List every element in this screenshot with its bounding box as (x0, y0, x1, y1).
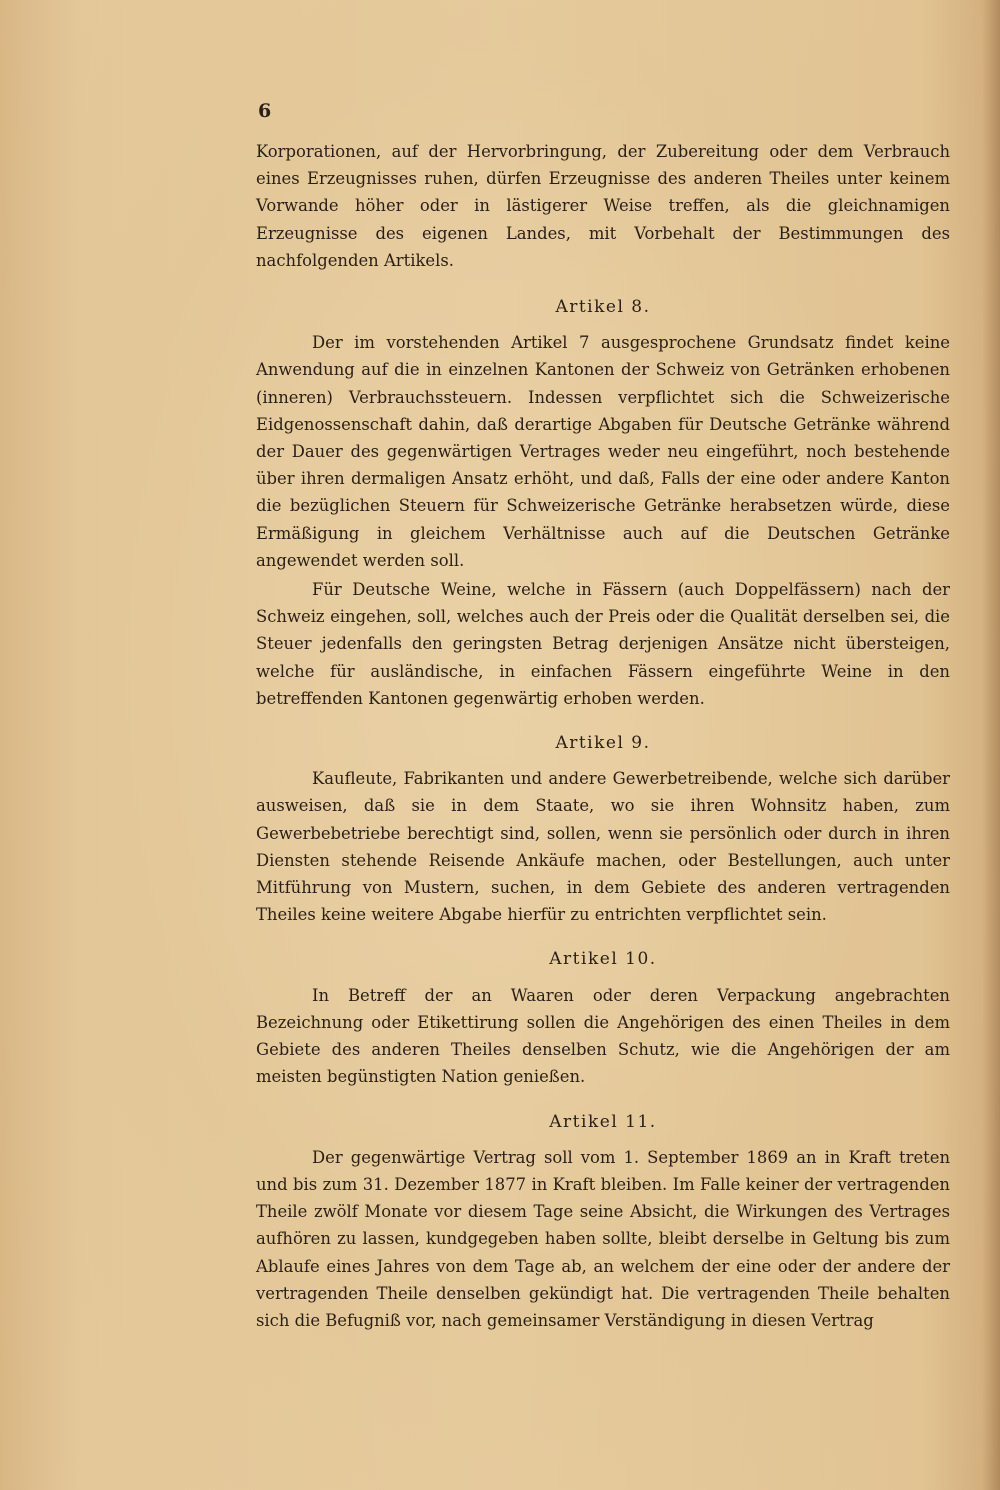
article-10-heading: Artikel 10. (549, 949, 657, 970)
article-11-section (256, 1109, 950, 1335)
article-10-section (256, 946, 950, 1090)
article-11-paragraph-1: Der gegenwärtige Vertrag soll vom 1. September 1869 an in Kraft treten und bis zum 31. Dezember 1877 in Kraft bleiben. Im Falle keiner der vertragenden Theile zwölf Monate vor diesem Tage seine Absicht, die Wirkungen des Vertrages aufhören zu lassen, kundgegeben haben sollte, bleibt derselbe in Geltung bis zum Ablaufe eines Jahres von dem Tage ab, an welchem der eine oder der andere der vertragenden Theile denselben gekündigt hat. Die vertragenden Theile behalten sich die Befugniß vor, nach gemeinsamer Verständigung in diesen Vertrag (256, 1147, 950, 1330)
page-number: 6 (258, 100, 272, 122)
article-9-paragraph-1: Kaufleute, Fabrikanten und andere Gewerbetreibende, welche sich darüber ausweisen, daß sie in dem Staate, wo sie ihren Wohnsitz haben, zum Gewerbebetriebe berechtigt sind, sollen, wenn sie persönlich oder durch in ihren Diensten stehende Reisende Ankäufe machen, oder Bestellungen, auch unter Mitführung von Mustern, suchen, in dem Gebiete des anderen vertragenden Theiles keine weitere Abgabe hierfür zu entrichten verpflichtet sein. (256, 769, 950, 925)
article-8-paragraph-1: Der im vorstehenden Artikel 7 ausgesprochene Grundsatz findet keine Anwendung auf die in einzelnen Kantonen der Schweiz von Getränken erhobenen (inneren) Verbrauchssteuern. Indessen verpflichtet sich die Schweizerische Eidgenossenschaft dahin, daß derartige Abgaben für Deutsche Getränke während der Dauer des gegenwärtigen Vertrages weder neu eingeführt, noch bestehende über ihren dermaligen Ansatz erhöht, und daß, Falls der eine oder andere Kanton die bezüglichen Steuern für Schweizerische Getränke herabsetzen würde, diese Ermäßigung in gleichem Verhältnisse auch auf die Deutschen Getränke angewendet werden soll. (256, 333, 950, 570)
article-8-section (256, 294, 950, 712)
article-8-paragraph-2: Für Deutsche Weine, welche in Fässern (auch Doppelfässern) nach der Schweiz eingehen, soll, welches auch der Preis oder die Qualität derselben sei, die Steuer jedenfalls den geringsten Betrag derjenigen Ansätze nicht übersteigen, welche für ausländische, in einfachen Fässern eingeführte Weine in den betreffenden Kantonen gegenwärtig erhoben werden. (256, 580, 950, 708)
article-10-paragraph-1: In Betreff der an Waaren oder deren Verpackung angebrachten Bezeichnung oder Etikettirung sollen die Angehörigen des einen Theiles in dem Gebiete des anderen Theiles denselben Schutz, wie die Angehörigen der am meisten begünstigten Nation genießen. (256, 985, 950, 1087)
article-11-heading: Artikel 11. (549, 1111, 657, 1132)
article-8-heading: Artikel 8. (555, 297, 651, 318)
body-text (256, 138, 950, 1334)
article-9-section (256, 730, 950, 928)
intro-paragraph: Korporationen, auf der Hervorbringung, der Zubereitung oder dem Verbrauch eines Erzeugnisses ruhen, dürfen Erzeugnisse des anderen Theiles unter keinem Vorwande höher oder in lästigerer Weise treffen, als die gleichnamigen Erzeugnisse des eigenen Landes, mit Vorbehalt der Bestimmungen des nachfolgenden Artikels. (256, 142, 950, 270)
article-9-heading: Artikel 9. (555, 733, 651, 754)
